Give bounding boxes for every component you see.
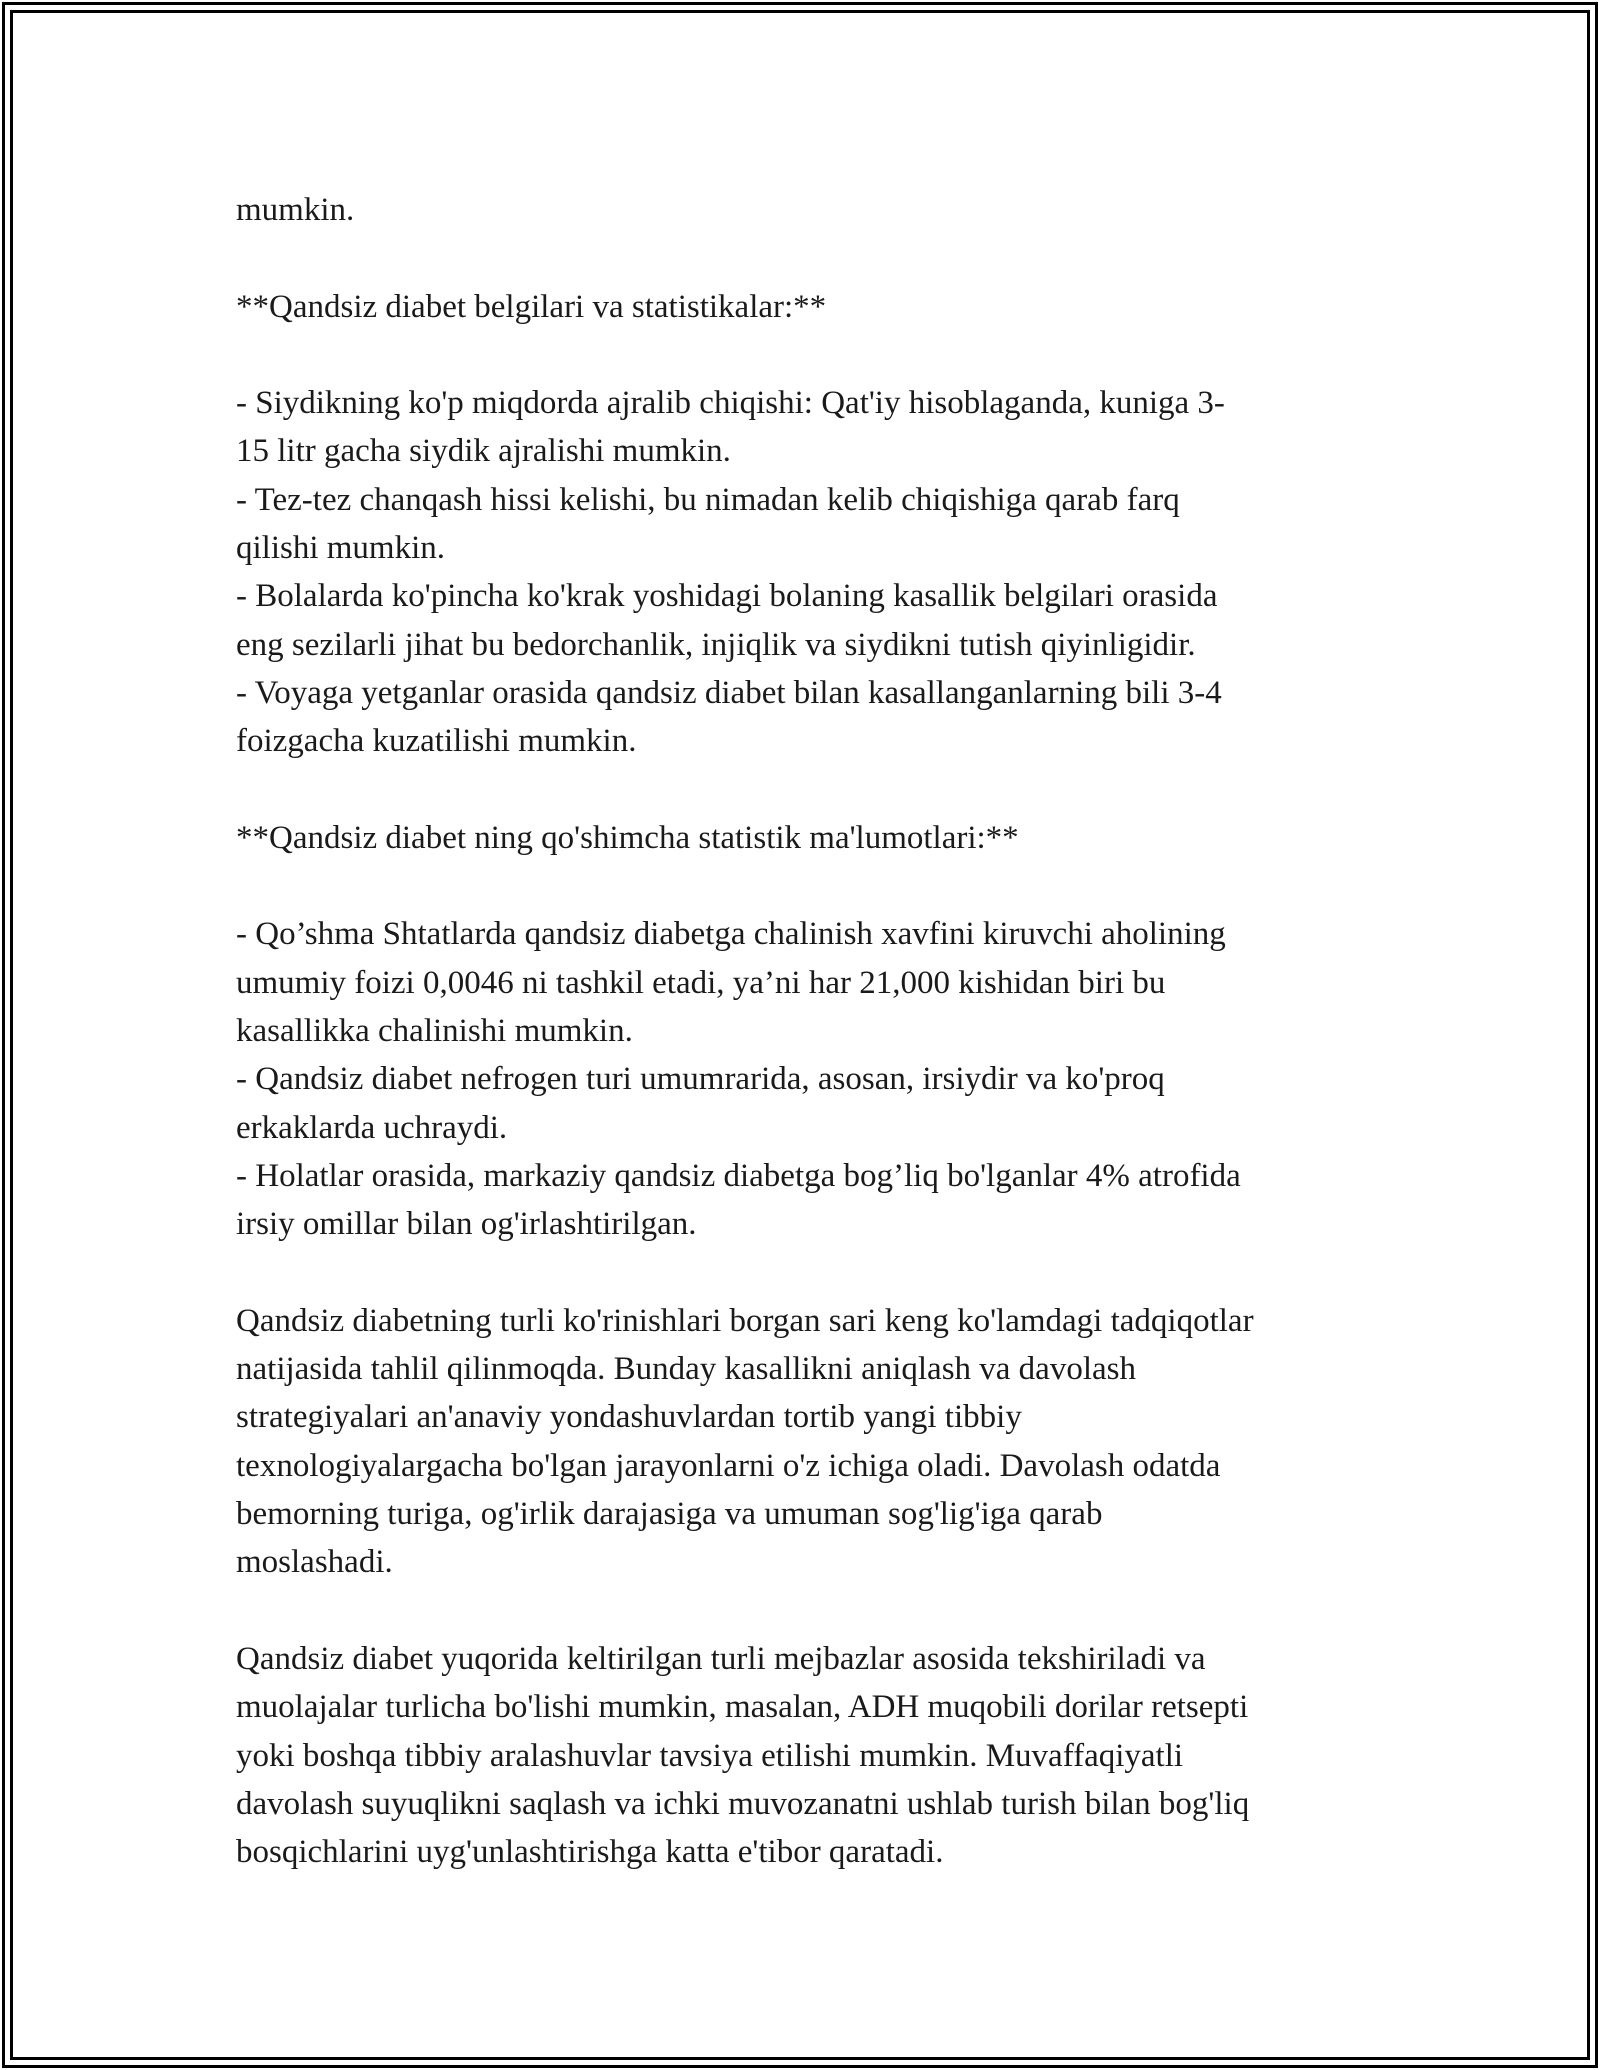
text-line: - Qo’shma Shtatlarda qandsiz diabetga chalinish xavfini kiruvchi aholining bbox=[236, 916, 1226, 953]
text-line: bemorning turiga, og'irlik darajasiga va umuman sog'lig'iga qarab bbox=[236, 1496, 1103, 1533]
paragraph-gap bbox=[236, 331, 1386, 379]
text-line: davolash suyuqlikni saqlash va ichki muvozanatni ushlab turish bilan bog'liq bbox=[236, 1785, 1250, 1822]
text-line: foizgacha kuzatilishi mumkin. bbox=[236, 723, 637, 760]
text-line: yoki boshqa tibbiy aralashuvlar tavsiya etilishi mumkin. Muvaffaqiyatli bbox=[236, 1737, 1184, 1774]
text-line: moslashadi. bbox=[236, 1544, 393, 1581]
text-line: irsiy omillar bilan og'irlashtirilgan. bbox=[236, 1206, 697, 1243]
section-heading: **Qandsiz diabet belgilari va statistikalar:** bbox=[236, 288, 827, 325]
paragraph-gap bbox=[236, 1249, 1386, 1297]
text-line: Qandsiz diabetning turli ko'rinishlari borgan sari keng ko'lamdagi tadqiqotlar bbox=[236, 1302, 1254, 1339]
text-line: natijasida tahlil qilinmoqda. Bunday kasallikni aniqlash va davolash bbox=[236, 1351, 1136, 1388]
text-line: - Siydikning ko'p miqdorda ajralib chiqishi: Qat'iy hisoblaganda, kuniga 3- bbox=[236, 385, 1225, 422]
text-line: - Bolalarda ko'pincha ko'krak yoshidagi bolaning kasallik belgilari orasida bbox=[236, 578, 1218, 615]
text-line: - Qandsiz diabet nefrogen turi umumrarida, asosan, irsiydir va ko'proq bbox=[236, 1061, 1165, 1098]
text-line: Qandsiz diabet yuqorida keltirilgan turli mejbazlar asosida tekshiriladi va bbox=[236, 1640, 1206, 1677]
paragraph-gap bbox=[236, 766, 1386, 814]
text-line: bosqichlarini uyg'unlashtirishga katta e'tibor qaratadi. bbox=[236, 1834, 944, 1871]
text-line: - Voyaga yetganlar orasida qandsiz diabet bilan kasallanganlarning bili 3-4 bbox=[236, 674, 1222, 711]
text-line: erkaklarda uchraydi. bbox=[236, 1109, 508, 1146]
text-line: - Tez-tez chanqash hissi kelishi, bu nimadan kelib chiqishiga qarab farq bbox=[236, 481, 1180, 518]
text-line: mumkin. bbox=[236, 192, 355, 228]
text-line: qilishi mumkin. bbox=[236, 530, 446, 567]
paragraph-gap bbox=[236, 862, 1386, 910]
text-line: - Holatlar orasida, markaziy qandsiz diabetga bog’liq bo'lganlar 4% atrofida bbox=[236, 1157, 1241, 1194]
paragraph-gap bbox=[236, 1587, 1386, 1635]
text-line: umumiy foizi 0,0046 ni tashkil etadi, ya’ni har 21,000 kishidan biri bu bbox=[236, 964, 1166, 1001]
text-line: strategiyalari an'anaviy yondashuvlardan tortib yangi tibbiy bbox=[236, 1399, 1022, 1436]
paragraph-gap bbox=[236, 234, 1386, 282]
section-heading: **Qandsiz diabet ning qo'shimcha statistik ma'lumotlari:** bbox=[236, 819, 1019, 856]
text-line: muolajalar turlicha bo'lishi mumkin, masalan, ADH muqobili dorilar retsepti bbox=[236, 1689, 1249, 1726]
text-line: eng sezilarli jihat bu bedorchanlik, injiqlik va siydikni tutish qiyinligidir. bbox=[236, 626, 1196, 663]
document-body bbox=[236, 186, 1386, 1876]
text-line: kasallikka chalinishi mumkin. bbox=[236, 1013, 633, 1050]
text-line: texnologiyalargacha bo'lgan jarayonlarni o'z ichiga oladi. Davolash odatda bbox=[236, 1447, 1221, 1484]
text-line: 15 litr gacha siydik ajralishi mumkin. bbox=[236, 433, 731, 470]
